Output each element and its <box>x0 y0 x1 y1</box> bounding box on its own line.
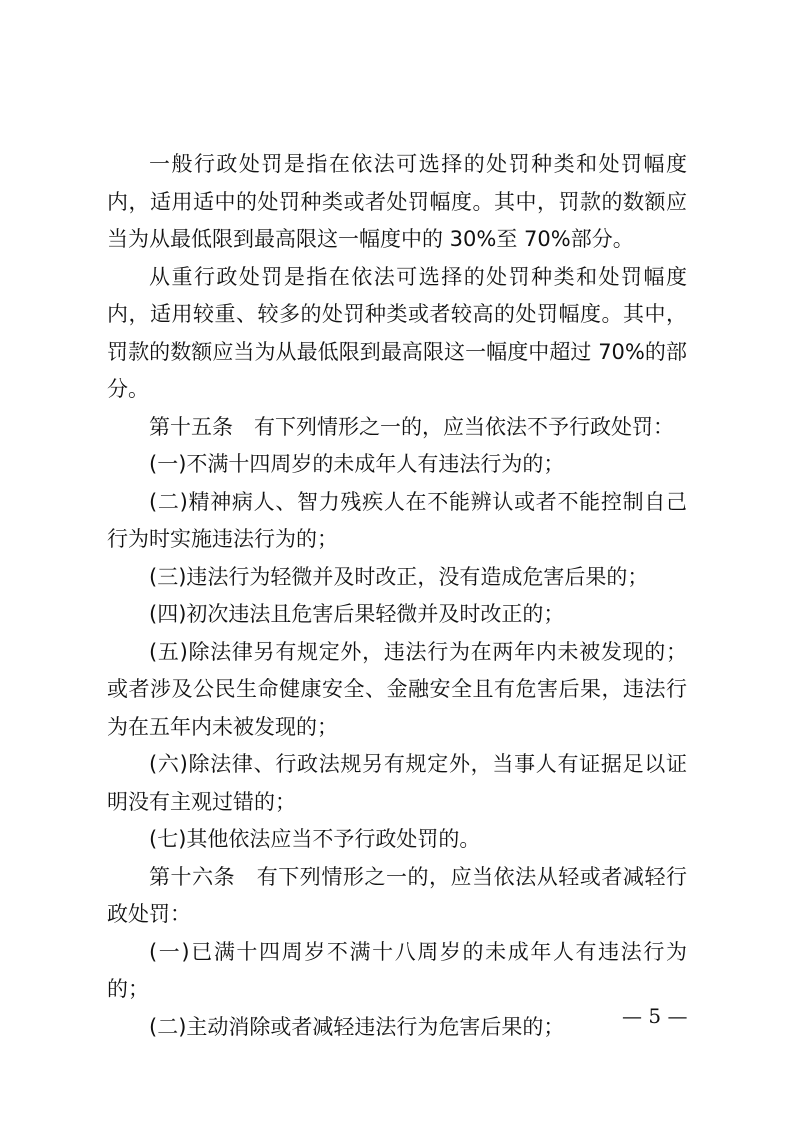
article-15-item-6: (六)除法律、行政法规另有规定外，当事人有证据足以证明没有主观过错的； <box>107 752 687 814</box>
article-16-item-1: (一)已满十四周岁不满十八周岁的未成年人有违法行为的； <box>107 939 687 1001</box>
article-15-item-3: (三)违法行为轻微并及时改正，没有造成危害后果的； <box>149 564 649 589</box>
article-15-heading: 第十五条 有下列情形之一的，应当依法不予行政处罚： <box>149 414 674 439</box>
article-16-item-2: (二)主动消除或者减轻违法行为危害后果的； <box>149 1014 565 1039</box>
article-15-item-2: (二)精神病人、智力残疾人在不能辨认或者不能控制自己行为时实施违法行为的； <box>107 489 687 551</box>
article-15-item-4: (四)初次违法且危害后果轻微并及时改正的； <box>149 602 565 626</box>
paragraph-heavier-penalty: 从重行政处罚是指在依法可选择的处罚种类和处罚幅度内，适用较重、较多的处罚种类或者较高的处罚幅度。其中，罚款的数额应当为从最低限到最高限这一幅度中超过 70%的部分。 <box>107 264 687 401</box>
article-15-item-1: (一)不满十四周岁的未成年人有违法行为的； <box>149 452 565 476</box>
article-15-item-5: (五)除法律另有规定外，违法行为在两年内未被发现的；或者涉及公民生命健康安全、金融安全且有危害后果，违法行为在五年内未被发现的； <box>107 639 687 739</box>
page-number: — 5 — <box>622 1004 688 1028</box>
paragraph-general-penalty: 一般行政处罚是指在依法可选择的处罚种类和处罚幅度内，适用适中的处罚种类或者处罚幅度。其中，罚款的数额应当为从最低限到最高限这一幅度中的 30%至 70%部分。 <box>107 152 687 251</box>
document-body <box>107 146 687 1046</box>
article-16-heading: 第十六条 有下列情形之一的，应当依法从轻或者减轻行政处罚： <box>107 864 687 926</box>
article-15-item-7: (七)其他依法应当不予行政处罚的。 <box>149 827 481 851</box>
